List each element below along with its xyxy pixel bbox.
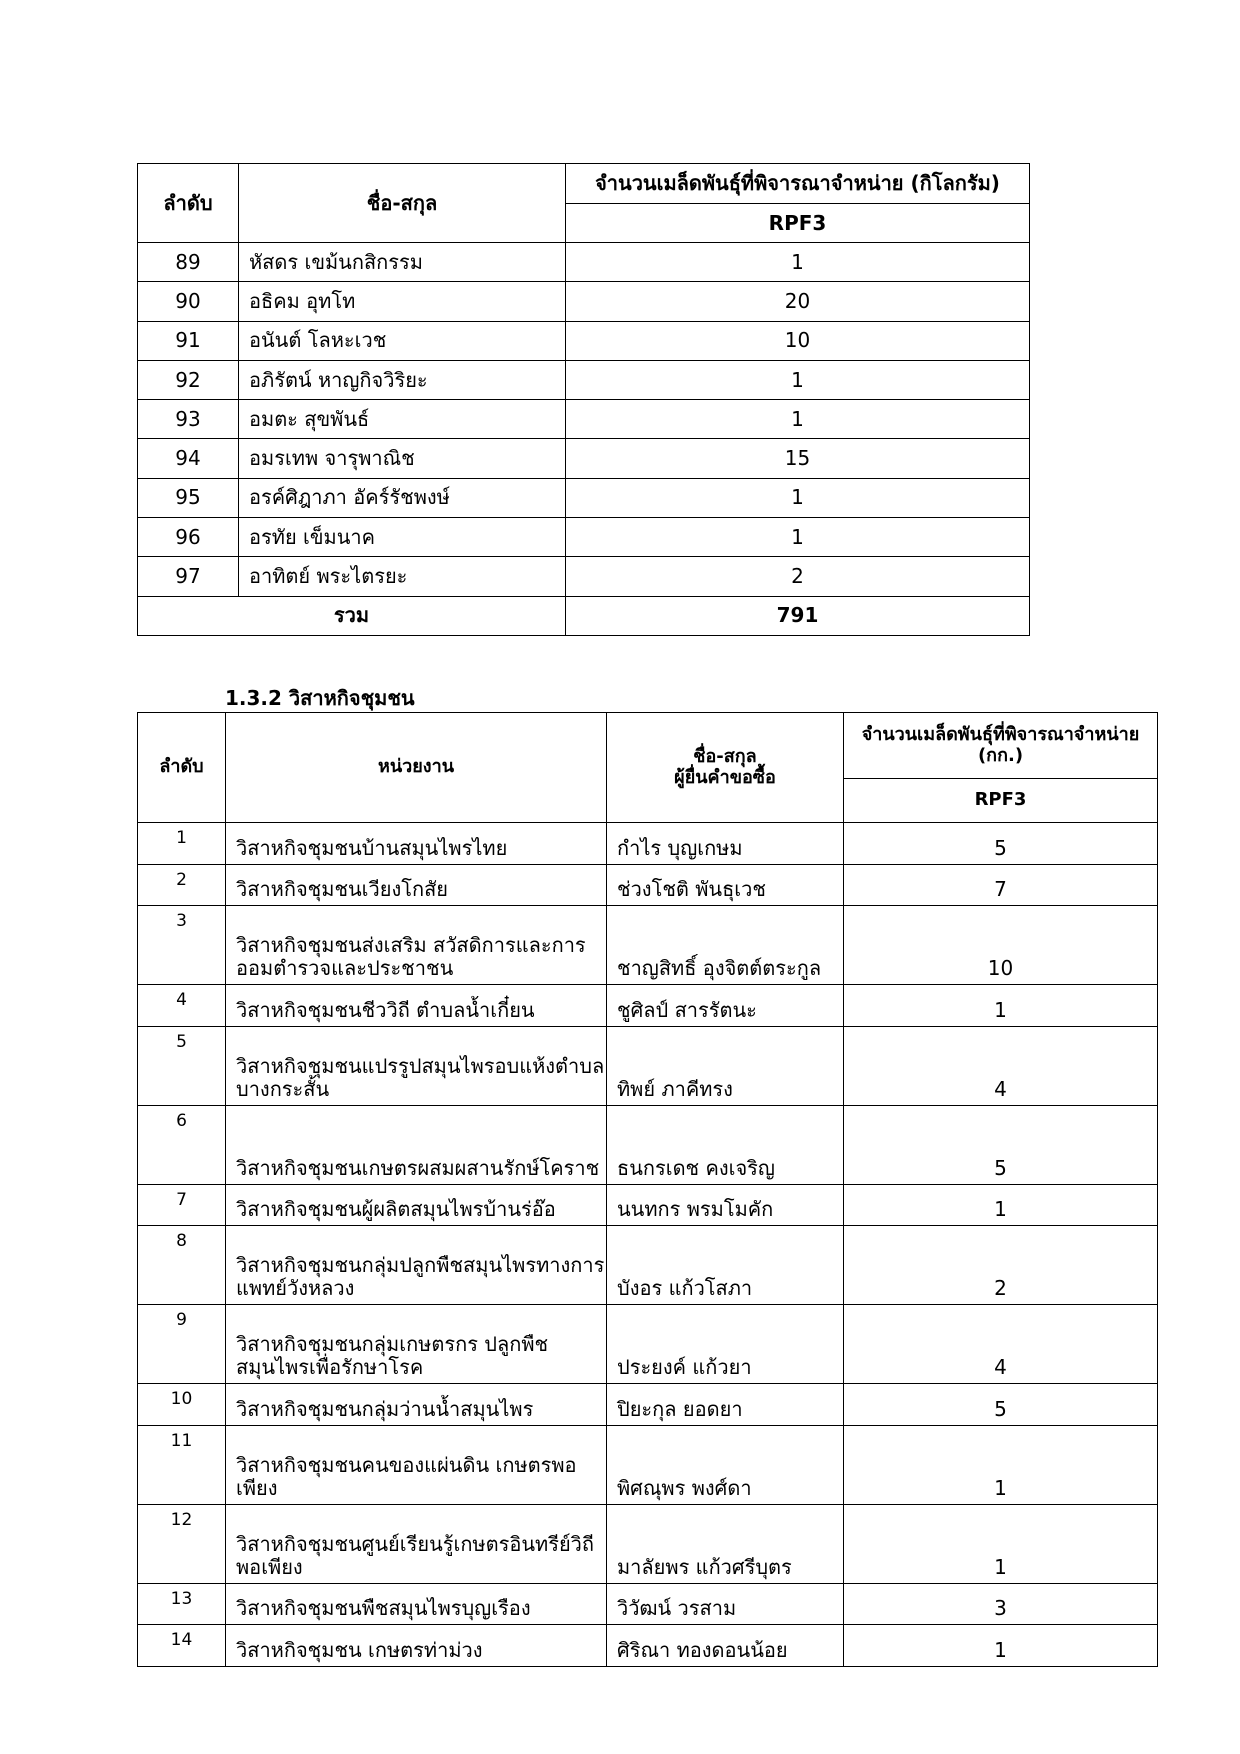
row-qty: 10 <box>566 321 1030 360</box>
buyer-table <box>137 163 1030 636</box>
row-qty: 1 <box>566 360 1030 399</box>
row-qty: 2 <box>566 557 1030 596</box>
row-organization: วิสาหกิจชุมชนผู้ผลิตสมุนไพรบ้านร่อ๊อ <box>226 1184 607 1226</box>
row-organization: วิสาหกิจชุมชนพืชสมุนไพรบุญเรือง <box>226 1583 607 1625</box>
table-row <box>138 906 1158 985</box>
row-applicant: ชาญสิทธิ์ อุงจิตต์ตระกูล <box>607 906 844 985</box>
header-no: ลำดับ <box>138 164 239 243</box>
row-organization: วิสาหกิจชุมชนเวียงโกสัย <box>226 864 607 906</box>
row-applicant: ธนกรเดช คงเจริญ <box>607 1105 844 1184</box>
row-number: 8 <box>138 1226 226 1305</box>
header-name: ชื่อ-สกุล <box>239 164 566 243</box>
row-number: 9 <box>138 1305 226 1384</box>
row-qty: 2 <box>844 1226 1158 1305</box>
header-qty <box>844 713 1158 779</box>
row-qty: 15 <box>566 439 1030 478</box>
row-applicant: ชูศิลป์ สารรัตนะ <box>607 985 844 1027</box>
row-qty: 1 <box>844 1425 1158 1504</box>
row-organization: วิสาหกิจชุมชนกลุ่มปลูกพืชสมุนไพรทางการแพทย์วังหลวง <box>226 1226 607 1305</box>
row-qty: 1 <box>566 478 1030 517</box>
row-applicant: ประยงค์ แก้วยา <box>607 1305 844 1384</box>
header-person-line1: ชื่อ-สกุล <box>693 745 757 767</box>
row-qty: 4 <box>844 1026 1158 1105</box>
row-organization: วิสาหกิจชุมชนกลุ่มเกษตรกร ปลูกพืชสมุนไพรเพื่อรักษาโรค <box>226 1305 607 1384</box>
table-row <box>138 1384 1158 1426</box>
row-organization: วิสาหกิจชุมชนบ้านสมุนไพรไทย <box>226 823 607 865</box>
row-qty: 1 <box>566 518 1030 557</box>
row-number: 7 <box>138 1184 226 1226</box>
header-person <box>607 713 844 823</box>
header-no: ลำดับ <box>138 713 226 823</box>
buyer-table-body <box>138 243 1030 597</box>
row-applicant: กำไร บุญเกษม <box>607 823 844 865</box>
header-qty: จำนวนเมล็ดพันธุ์ที่พิจารณาจำหน่าย (กิโลกรัม) <box>566 164 1030 204</box>
row-number: 1 <box>138 823 226 865</box>
community-enterprise-table <box>137 712 1158 1667</box>
row-organization: วิสาหกิจชุมชนส่งเสริม สวัสดิการและการออมตำรวจและประชาชน <box>226 906 607 985</box>
row-qty: 1 <box>566 243 1030 282</box>
header-person-line2: ผู้ยื่นคำขอซื้อ <box>674 766 776 788</box>
row-number: 89 <box>138 243 239 282</box>
row-name: อาทิตย์ พระไตรยะ <box>239 557 566 596</box>
row-number: 94 <box>138 439 239 478</box>
header-variety: RPF3 <box>844 779 1158 823</box>
table-row <box>138 1026 1158 1105</box>
total-value: 791 <box>566 596 1030 635</box>
row-applicant: ช่วงโชติ พันธุเวช <box>607 864 844 906</box>
row-number: 90 <box>138 282 239 321</box>
row-qty: 1 <box>844 985 1158 1027</box>
table-row <box>138 1504 1158 1583</box>
row-number: 10 <box>138 1384 226 1426</box>
row-applicant: บังอร แก้วโสภา <box>607 1226 844 1305</box>
row-number: 92 <box>138 360 239 399</box>
header-variety: RPF3 <box>566 204 1030 243</box>
header-qty-line1: จำนวนเมล็ดพันธุ์ที่พิจารณาจำหน่าย <box>861 723 1140 745</box>
table-row <box>138 282 1030 321</box>
row-qty: 1 <box>844 1625 1158 1667</box>
row-qty: 20 <box>566 282 1030 321</box>
row-number: 2 <box>138 864 226 906</box>
row-number: 3 <box>138 906 226 985</box>
row-qty: 10 <box>844 906 1158 985</box>
row-qty: 3 <box>844 1583 1158 1625</box>
table-row <box>138 518 1030 557</box>
row-number: 14 <box>138 1625 226 1667</box>
row-name: หัสดร เขม้นกสิกรรม <box>239 243 566 282</box>
table-row <box>138 1184 1158 1226</box>
row-qty: 1 <box>566 400 1030 439</box>
table-row <box>138 1425 1158 1504</box>
row-number: 6 <box>138 1105 226 1184</box>
row-qty: 5 <box>844 1384 1158 1426</box>
row-qty: 7 <box>844 864 1158 906</box>
row-organization: วิสาหกิจชุมชนกลุ่มว่านน้ำสมุนไพร <box>226 1384 607 1426</box>
table-row <box>138 439 1030 478</box>
table-row <box>138 1583 1158 1625</box>
row-qty: 1 <box>844 1184 1158 1226</box>
table-row <box>138 864 1158 906</box>
row-name: อมตะ สุขพันธ์ <box>239 400 566 439</box>
row-qty: 5 <box>844 1105 1158 1184</box>
row-organization: วิสาหกิจชุมชนชีววิถี ตำบลน้ำเกี๋ยน <box>226 985 607 1027</box>
row-name: อรทัย เข็มนาค <box>239 518 566 557</box>
row-applicant: วิวัฒน์ วรสาม <box>607 1583 844 1625</box>
total-label: รวม <box>138 596 566 635</box>
row-name: อนันต์ โลหะเวช <box>239 321 566 360</box>
table-row <box>138 823 1158 865</box>
row-applicant: ทิพย์ ภาคีทรง <box>607 1026 844 1105</box>
row-qty: 1 <box>844 1504 1158 1583</box>
table-row <box>138 243 1030 282</box>
row-number: 93 <box>138 400 239 439</box>
row-number: 13 <box>138 1583 226 1625</box>
row-qty: 4 <box>844 1305 1158 1384</box>
table-row <box>138 557 1030 596</box>
table-row <box>138 1305 1158 1384</box>
table-row <box>138 400 1030 439</box>
table-row <box>138 1226 1158 1305</box>
row-applicant: ศิริณา ทองดอนน้อย <box>607 1625 844 1667</box>
row-organization: วิสาหกิจชุมชนศูนย์เรียนรู้เกษตรอินทรีย์วิถีพอเพียง <box>226 1504 607 1583</box>
table-row <box>138 1625 1158 1667</box>
table-row <box>138 478 1030 517</box>
row-name: อมรเทพ จารุพาณิช <box>239 439 566 478</box>
table-row <box>138 360 1030 399</box>
row-number: 5 <box>138 1026 226 1105</box>
row-number: 91 <box>138 321 239 360</box>
row-applicant: ปิยะกุล ยอดยา <box>607 1384 844 1426</box>
row-name: อรค์ศิฎาภา อัคร์รัชพงษ์ <box>239 478 566 517</box>
row-number: 4 <box>138 985 226 1027</box>
community-enterprise-table-body <box>138 823 1158 1667</box>
table-row <box>138 321 1030 360</box>
row-organization: วิสาหกิจชุมชนคนของแผ่นดิน เกษตรพอเพียง <box>226 1425 607 1504</box>
row-number: 12 <box>138 1504 226 1583</box>
header-org: หน่วยงาน <box>226 713 607 823</box>
row-name: อธิคม อุทโท <box>239 282 566 321</box>
row-qty: 5 <box>844 823 1158 865</box>
section-title: 1.3.2 วิสาหกิจชุมชน <box>225 686 415 710</box>
header-qty-line2: (กก.) <box>977 744 1024 766</box>
row-number: 97 <box>138 557 239 596</box>
row-number: 96 <box>138 518 239 557</box>
row-applicant: พิศณุพร พงศ์ดา <box>607 1425 844 1504</box>
row-number: 11 <box>138 1425 226 1504</box>
row-number: 95 <box>138 478 239 517</box>
table-row <box>138 1105 1158 1184</box>
row-organization: วิสาหกิจชุมชนแปรรูปสมุนไพรอบแห้งตำบลบางกระสั้น <box>226 1026 607 1105</box>
row-applicant: มาลัยพร แก้วศรีบุตร <box>607 1504 844 1583</box>
row-applicant: นนทกร พรมโมคัก <box>607 1184 844 1226</box>
table-row <box>138 985 1158 1027</box>
row-organization: วิสาหกิจชุมชนเกษตรผสมผสานรักษ์โคราช <box>226 1105 607 1184</box>
row-organization: วิสาหกิจชุมชน เกษตรท่าม่วง <box>226 1625 607 1667</box>
row-name: อภิรัตน์ หาญกิจวิริยะ <box>239 360 566 399</box>
